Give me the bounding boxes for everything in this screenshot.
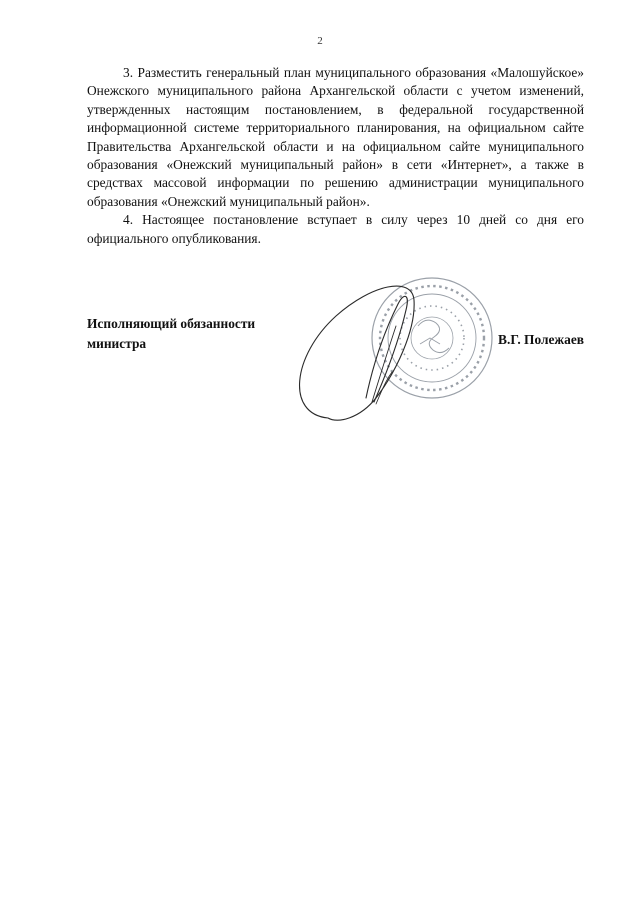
signer-name: В.Г. Полежаев xyxy=(498,332,584,347)
signer-position-line2: министра xyxy=(87,336,147,351)
paragraph-publication: 3. Разместить генеральный план муниципального образования «Малошуйское» Онежского муниципального района Архангельской области с учетом изменений, утвержденных настоящим постановлением, в федеральной государственной информационной системе территориального планирования, на официальном сайте Правительства Архангельской области и на официальном сайте муниципального образования «Онежский муниципальный район» в сети «Интернет», а также в средствах массовой информации по решению администрации муниципального образования «Онежский муниципальный район». xyxy=(87,65,584,209)
signer-position xyxy=(87,314,255,354)
paragraph-effective-date: 4. Настоящее постановление вступает в силу через 10 дней со дня его официального опубликования. xyxy=(87,212,584,246)
page-number: 2 xyxy=(317,35,323,47)
signer-position-line1: Исполняющий обязанности xyxy=(87,316,256,331)
